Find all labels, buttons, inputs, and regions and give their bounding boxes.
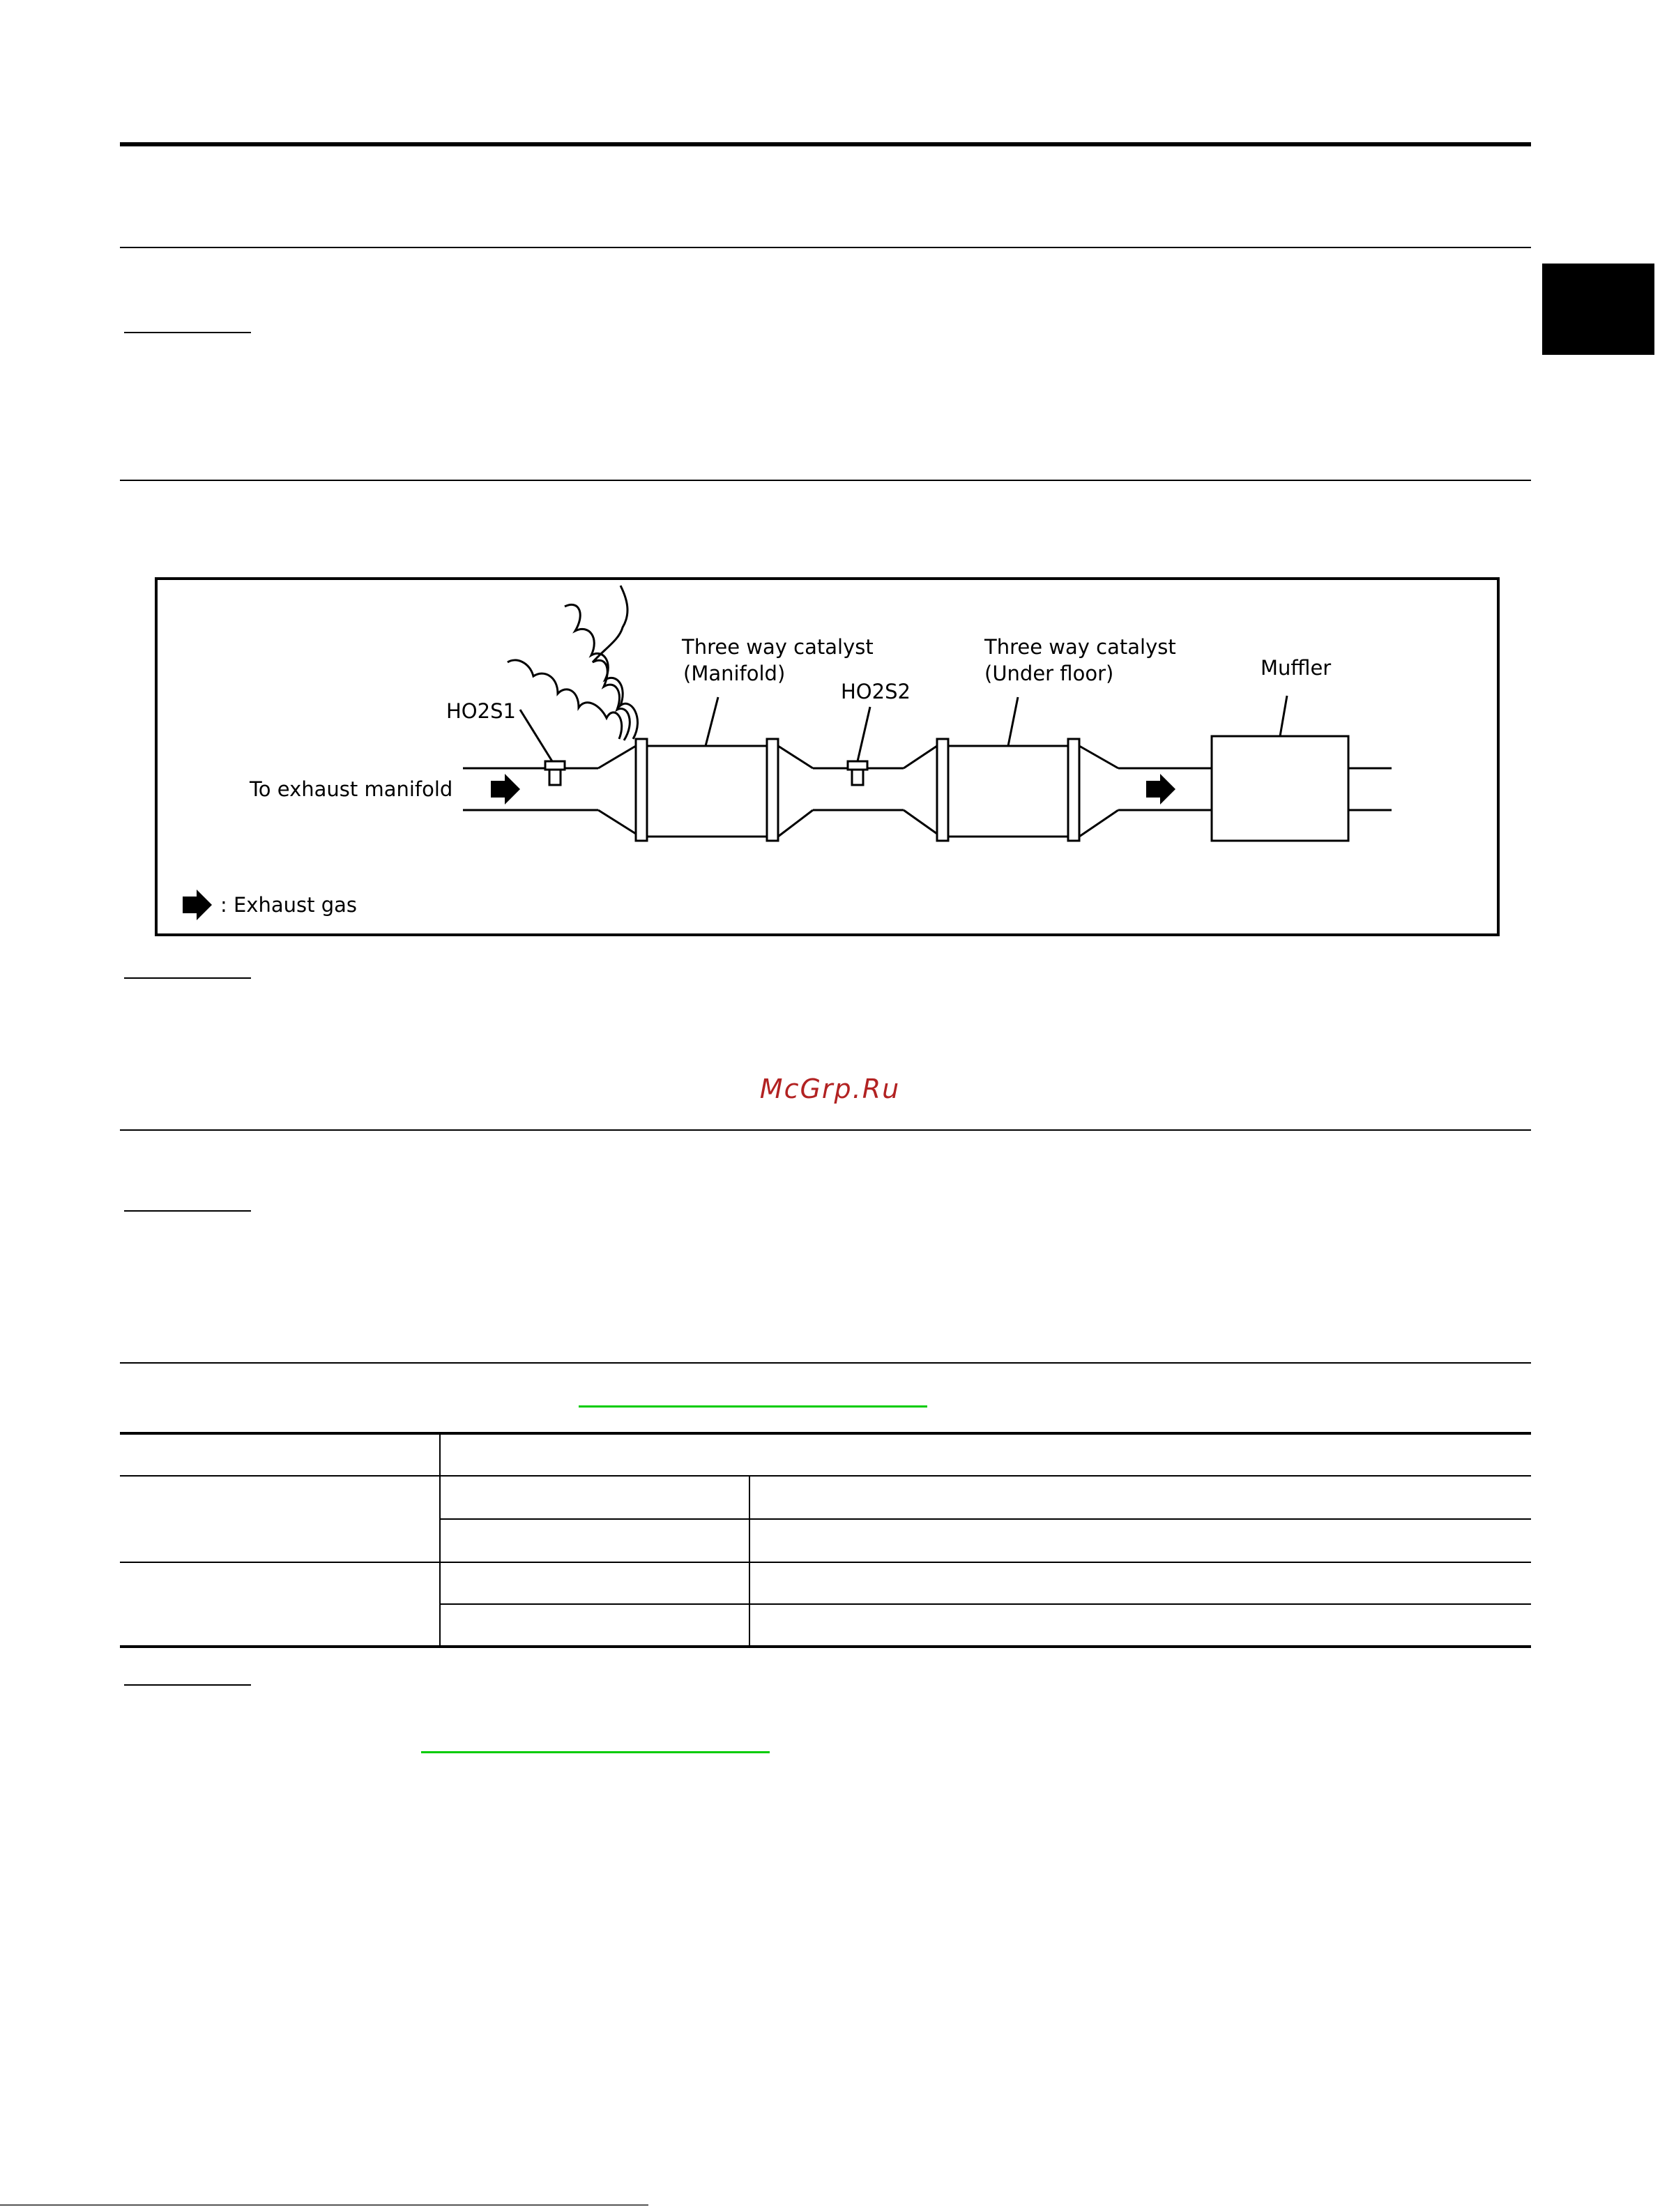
table-column-divider: [439, 1433, 441, 1647]
heading-underline-4: [124, 1684, 251, 1686]
label-catalyst-manifold-1: Three way catalyst: [682, 635, 874, 659]
table-column-divider: [749, 1477, 750, 1647]
table-header-border: [120, 1475, 1531, 1477]
label-ho2s2: HO2S2: [841, 680, 911, 703]
label-to-exhaust-manifold: To exhaust manifold: [250, 777, 453, 801]
exhaust-system-diagram: [0, 0, 1660, 976]
reference-link-2[interactable]: [421, 1751, 770, 1753]
footer-rule: [0, 2204, 648, 2206]
label-catalyst-underfloor-1: Three way catalyst: [984, 635, 1176, 659]
label-ho2s1: HO2S1: [446, 699, 516, 723]
heading-underline-2: [124, 977, 251, 979]
label-catalyst-underfloor-2: (Under floor): [984, 662, 1114, 685]
flow-arrow-icon: [1146, 774, 1175, 804]
table-row-line: [441, 1518, 1531, 1520]
label-muffler: Muffler: [1261, 656, 1332, 680]
table-row-line: [441, 1603, 1531, 1605]
table-bottom-border: [120, 1645, 1531, 1648]
legend-arrow-icon: [183, 890, 212, 920]
reference-link[interactable]: [579, 1405, 927, 1408]
section-divider-4: [120, 1362, 1531, 1364]
section-divider-3: [120, 1129, 1531, 1131]
table-top-border: [120, 1432, 1531, 1435]
flow-arrow-icon: [491, 774, 520, 804]
watermark: McGrp.Ru: [759, 1074, 901, 1104]
label-catalyst-manifold-2: (Manifold): [683, 662, 786, 685]
heading-underline-3: [124, 1210, 251, 1212]
table-row-line: [120, 1562, 1531, 1563]
legend-exhaust-gas: : Exhaust gas: [220, 893, 357, 917]
